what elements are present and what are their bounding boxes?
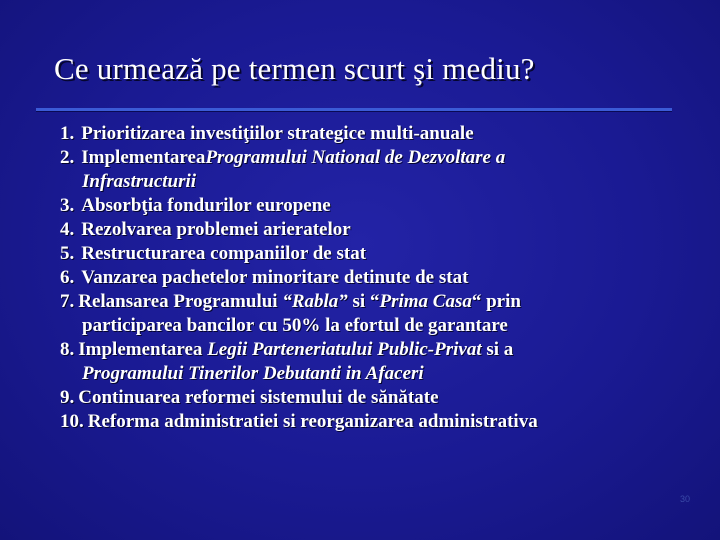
list-item [60, 338, 680, 386]
slide-title: Ce urmează pe termen scurt şi mediu? [54, 51, 535, 86]
item-text: si a [481, 339, 514, 360]
list-item [60, 146, 680, 194]
item-text: participarea bancilor cu 50% la efortul de garantare [82, 315, 508, 336]
item-text-italic: Prima Casa [379, 291, 472, 312]
item-number: 7. [60, 291, 75, 312]
priority-list [60, 122, 680, 434]
item-number: 9. [60, 387, 75, 408]
item-text: Vanzarea pachetelor minoritare detinute de stat [81, 267, 469, 288]
list-item [60, 242, 680, 266]
item-number: 3. [60, 195, 75, 216]
list-item [60, 410, 680, 434]
item-text: “ prin [471, 291, 521, 312]
list-item [60, 290, 680, 338]
item-number: 10. [60, 411, 84, 432]
list-item [60, 218, 680, 242]
item-number: 5. [60, 243, 75, 264]
item-text-italic: Legii Parteneriatului Public-Privat [207, 339, 482, 360]
item-text: si “ [347, 291, 380, 312]
item-number: 1. [60, 123, 75, 144]
item-text: Continuarea reformei sistemului de sănătate [78, 387, 439, 408]
item-text: Absorbţia fondurilor europene [81, 195, 331, 216]
list-item [60, 194, 680, 218]
page-number: 30 [679, 494, 690, 504]
list-item [60, 266, 680, 290]
item-number: 8. [60, 339, 75, 360]
item-text-italic: Programului Tinerilor Debutanti in Afaceri [82, 363, 424, 384]
item-number: 2. [60, 147, 75, 168]
item-text-italic: Programului National de Dezvoltare a [205, 147, 506, 168]
list-item [60, 122, 680, 146]
item-text: Implementarea [81, 147, 206, 168]
item-text: Restructurarea companiilor de stat [81, 243, 367, 264]
item-text-italic: Infrastructurii [82, 171, 197, 192]
item-text: Rezolvarea problemei arieratelor [81, 219, 351, 240]
item-number: 4. [60, 219, 75, 240]
list-item [60, 386, 680, 410]
item-number: 6. [60, 267, 75, 288]
item-text: Relansarea Programului [78, 291, 283, 312]
item-text: Prioritizarea investiţiilor strategice multi-anuale [81, 123, 474, 144]
item-text: Implementarea [78, 339, 208, 360]
title-divider [36, 108, 672, 111]
item-text-italic: “Rabla” [282, 291, 348, 312]
item-text: Reforma administratiei si reorganizarea administrativa [87, 411, 538, 432]
